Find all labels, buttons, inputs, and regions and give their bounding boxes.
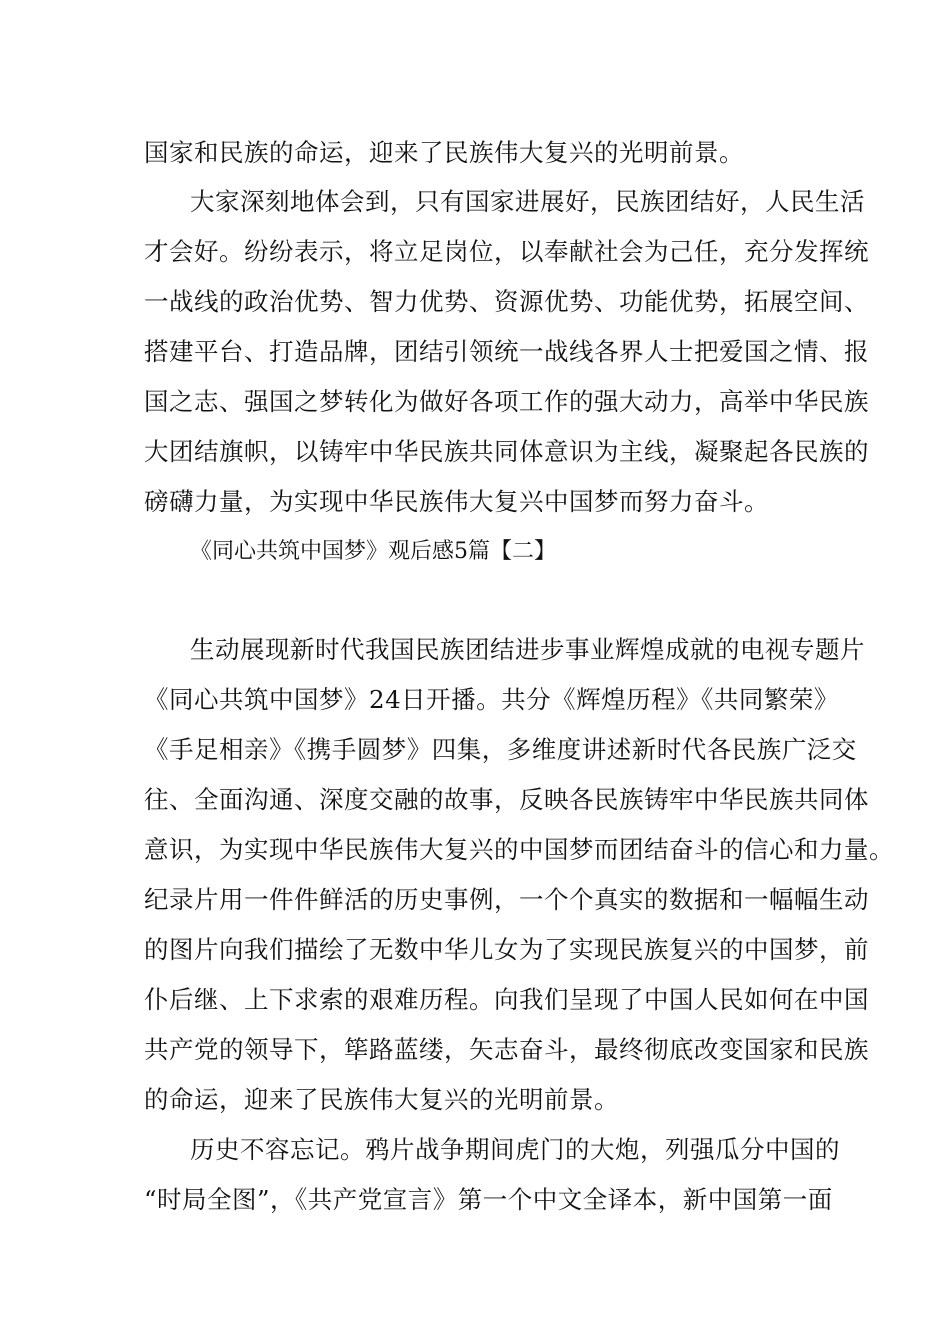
- paragraph-line: 《手足相亲》《携手圆梦》四集，多维度讲述新时代各民族广泛交: [144, 735, 857, 764]
- paragraph-line: 仆后继、上下求索的艰难历程。向我们呈现了中国人民如何在中国: [144, 985, 869, 1014]
- paragraph-line: 磅礴力量，为实现中华民族伟大复兴中国梦而努力奋斗。: [144, 487, 769, 516]
- paragraph-line: 意识，为实现中华民族伟大复兴的中国梦而团结奋斗的信心和力量。: [144, 835, 894, 864]
- paragraph-line: 大团结旗帜，以铸牢中华民族共同体意识为主线，凝聚起各民族的: [144, 437, 869, 466]
- paragraph-line: 大家深刻地体会到，只有国家进展好，民族团结好，人民生活: [190, 187, 865, 216]
- paragraph-line: 的图片向我们描绘了无数中华儿女为了实现民族复兴的中国梦，前: [144, 935, 869, 964]
- section-heading: 《同心共筑中国梦》观后感5篇【二】: [190, 539, 556, 564]
- paragraph-line: 才会好。纷纷表示，将立足岗位，以奉献社会为己任，充分发挥统: [144, 237, 869, 266]
- paragraph-line: 搭建平台、打造品牌，团结引领统一战线各界人士把爱国之情、报: [144, 337, 869, 366]
- paragraph-line: “时局全图”，《共产党宣言》第一个中文全译本，新中国第一面: [144, 1185, 833, 1214]
- paragraph-line: 国之志、强国之梦转化为做好各项工作的强大动力，高举中华民族: [144, 387, 869, 416]
- paragraph-line: 纪录片用一件件鲜活的历史事例，一个个真实的数据和一幅幅生动: [144, 885, 869, 914]
- paragraph-line: 生动展现新时代我国民族团结进步事业辉煌成就的电视专题片: [190, 635, 865, 664]
- paragraph-line: 一战线的政治优势、智力优势、资源优势、功能优势，拓展空间、: [144, 287, 869, 316]
- paragraph-line: 历史不容忘记。鸦片战争期间虎门的大炮，列强瓜分中国的: [190, 1135, 840, 1164]
- paragraph-line: 共产党的领导下，筚路蓝缕，矢志奋斗，最终彻底改变国家和民族: [144, 1035, 869, 1064]
- paragraph-line: 的命运，迎来了民族伟大复兴的光明前景。: [144, 1085, 619, 1114]
- paragraph-line: 往、全面沟通、深度交融的故事，反映各民族铸牢中华民族共同体: [144, 785, 869, 814]
- paragraph-line: 国家和民族的命运，迎来了民族伟大复兴的光明前景。: [144, 138, 744, 167]
- paragraph-line: 《同心共筑中国梦》24日开播。共分《辉煌历程》《共同繁荣》: [144, 685, 839, 714]
